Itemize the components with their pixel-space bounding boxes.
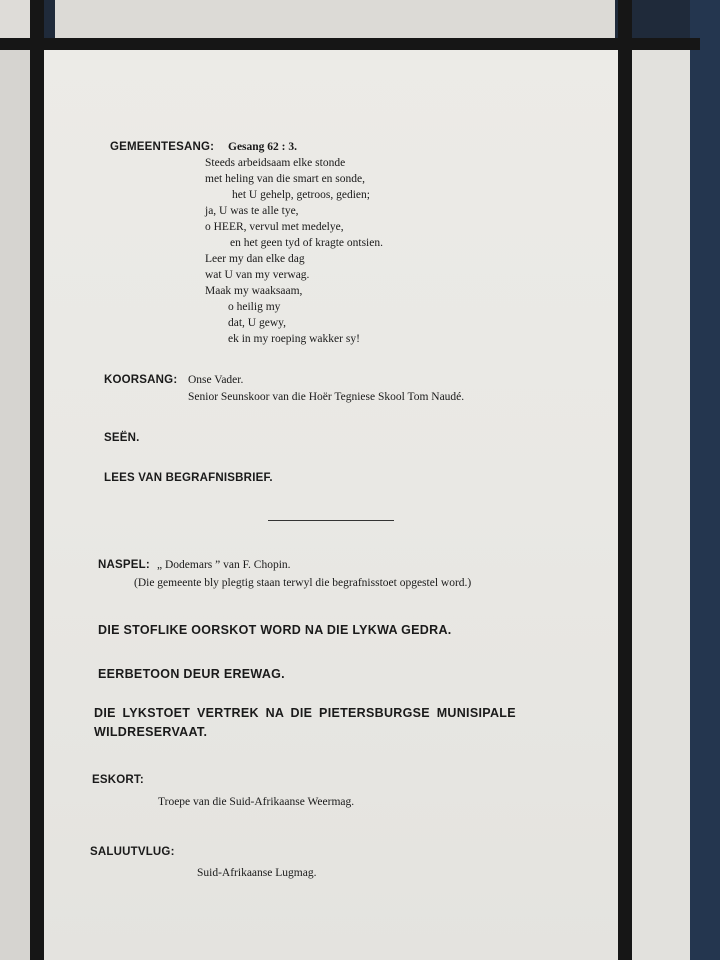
verse-line: dat, U gewy,	[228, 317, 287, 329]
lykstoet-heading-line2: WILDRESERVAAT.	[94, 725, 208, 739]
verse-line: wat U van my verwag.	[205, 269, 310, 281]
background-right	[690, 0, 720, 960]
lees-heading: LEES VAN BEGRAFNISBRIEF.	[104, 472, 273, 484]
naspel-note: (Die gemeente bly plegtig staan terwyl die begrafnisstoet opgestel word.)	[134, 577, 472, 589]
eerbetoon-heading: EERBETOON DEUR EREWAG.	[98, 667, 285, 681]
eskort-label: ESKORT:	[92, 774, 144, 786]
verse-line: Leer my dan elke dag	[205, 253, 305, 265]
hymn-number: Gesang 62 : 3.	[228, 141, 297, 153]
verse-line: o heilig my	[228, 301, 281, 313]
verse-line: Steeds arbeidsaam elke stonde	[205, 157, 346, 169]
stoflike-heading: DIE STOFLIKE OORSKOT WORD NA DIE LYKWA GEDRA.	[98, 623, 452, 637]
verse-line: en het geen tyd of kragte ontsien.	[230, 237, 383, 249]
right-page-strip	[632, 50, 690, 960]
verse-line: ek in my roeping wakker sy!	[228, 333, 360, 345]
gemeentesang-label: GEMEENTESANG:	[110, 141, 215, 153]
seen-heading: SEËN.	[104, 432, 140, 444]
lykstoet-heading-line1: DIE LYKSTOET VERTREK NA DIE PIETERSBURGSE MUNISIPALE	[94, 706, 516, 720]
divider-line	[268, 520, 394, 521]
saluutvlug-text: Suid-Afrikaanse Lugmag.	[197, 867, 317, 879]
koorsang-title: Onse Vader.	[188, 374, 244, 386]
saluutvlug-label: SALUUTVLUG:	[90, 846, 175, 858]
koorsang-label: KOORSANG:	[104, 374, 178, 386]
border-left	[30, 0, 44, 960]
naspel-label: NASPEL:	[98, 559, 150, 571]
verse-line: Maak my waaksaam,	[205, 285, 303, 297]
koorsang-performer: Senior Seunskoor van die Hoër Tegniese Skool Tom Naudé.	[188, 391, 465, 403]
naspel-piece: „ Dodemars ” van F. Chopin.	[157, 559, 291, 571]
verse-line: met heling van die smart en sonde,	[205, 173, 366, 185]
border-right	[618, 0, 632, 960]
verse-line: ja, U was te alle tye,	[205, 205, 299, 217]
eskort-text: Troepe van die Suid-Afrikaanse Weermag.	[158, 796, 355, 808]
border-top	[0, 38, 700, 50]
left-page-strip	[0, 50, 30, 960]
verse-line: o HEER, vervul met medelye,	[205, 221, 344, 233]
verse-line: het U gehelp, getroos, gedien;	[232, 189, 370, 201]
